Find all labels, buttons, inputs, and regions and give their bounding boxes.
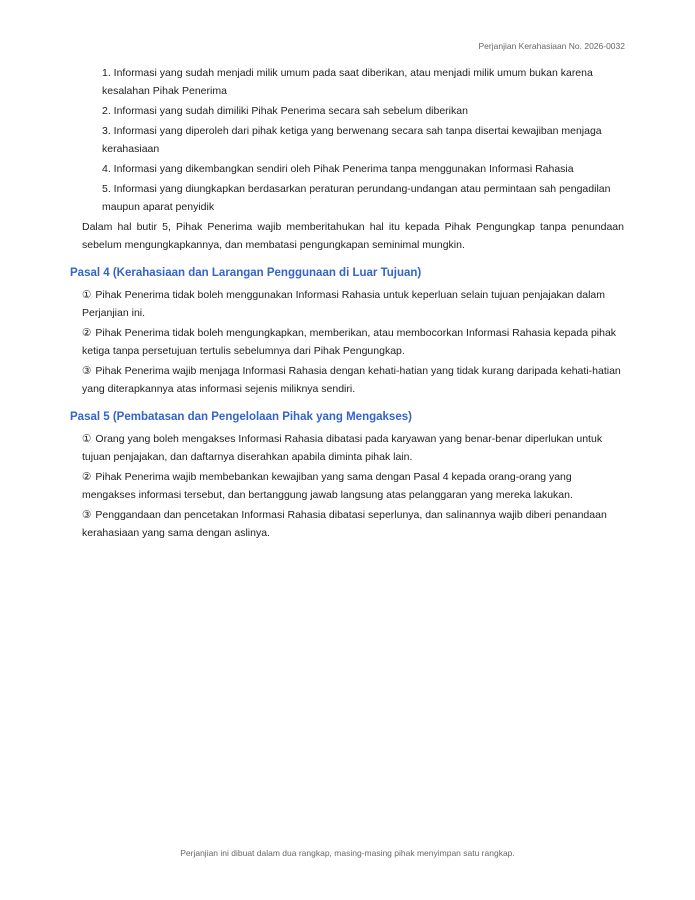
clause-number: ② <box>82 471 92 483</box>
clause-number: ① <box>82 289 92 301</box>
clause <box>82 362 624 398</box>
section-title-pasal-5: Pasal 5 (Pembatasan dan Pengelolaan Pihak yang Mengakses) <box>70 411 412 423</box>
list-item: 5. Informasi yang diungkapkan berdasarkan peraturan perundang-undangan atau permintaan sah pengadilan maupun aparat penyidik <box>102 183 611 213</box>
clause <box>82 430 624 466</box>
clause-text: Orang yang boleh mengakses Informasi Rahasia dibatasi pada karyawan yang benar-benar diperlukan untuk tujuan penjajakan, dan daftarnya diserahkan apabila diminta pihak lain. <box>82 433 603 463</box>
clause-number: ② <box>82 327 92 339</box>
list-item: 1. Informasi yang sudah menjadi milik umum pada saat diberikan, atau menjadi milik umum bukan karena kesalahan Pihak Penerima <box>102 67 593 97</box>
clause <box>82 286 624 322</box>
page-footer: Perjanjian ini dibuat dalam dua rangkap, masing-masing pihak menyimpan satu rangkap. <box>180 848 515 858</box>
clause-number: ③ <box>82 365 92 377</box>
exception-note: Dalam hal butir 5, Pihak Penerima wajib memberitahukan hal itu kepada Pihak Pengungkap tanpa penundaan sebelum mengungkapkannya, dan membatasi pengungkapan seminimal mungkin. <box>82 221 624 251</box>
clause-text: Pihak Penerima wajib membebankan kewajiban yang sama dengan Pasal 4 kepada orang-orang yang mengakses informasi tersebut, dan bertanggung jawab langsung atas pelanggaran yang mereka lakukan. <box>82 471 573 501</box>
exception-list <box>82 64 624 216</box>
list-item: 4. Informasi yang dikembangkan sendiri oleh Pihak Penerima tanpa menggunakan Informasi Rahasia <box>102 163 574 175</box>
clause-text: Pihak Penerima tidak boleh menggunakan Informasi Rahasia untuk keperluan selain tujuan penjajakan dalam Perjanjian ini. <box>82 289 605 319</box>
clause-text: Penggandaan dan pencetakan Informasi Rahasia dibatasi seperlunya, dan salinannya wajib diberi penandaan kerahasiaan yang sama dengan aslinya. <box>82 509 607 539</box>
clause-number: ③ <box>82 509 92 521</box>
clause <box>82 468 624 504</box>
clause-number: ① <box>82 433 92 445</box>
clause-text: Pihak Penerima wajib menjaga Informasi Rahasia dengan kehati-hatian yang tidak kurang daripada kehati-hatian yang diterapkannya atas informasi sejenis miliknya sendiri. <box>82 365 621 395</box>
document-body <box>70 64 624 544</box>
page-header: Perjanjian Kerahasiaan No. 2026-0032 <box>478 41 625 51</box>
list-item: 3. Informasi yang diperoleh dari pihak ketiga yang berwenang secara sah tanpa disertai kewajiban menjaga kerahasiaan <box>102 125 602 155</box>
section-title-pasal-4: Pasal 4 (Kerahasiaan dan Larangan Penggunaan di Luar Tujuan) <box>70 267 422 279</box>
list-item: 2. Informasi yang sudah dimiliki Pihak Penerima secara sah sebelum diberikan <box>102 105 468 117</box>
clause-text: Pihak Penerima tidak boleh mengungkapkan, memberikan, atau membocorkan Informasi Rahasia kepada pihak ketiga tanpa persetujuan tertulis sebelumnya dari Pihak Pengungkap. <box>82 327 617 357</box>
clause <box>82 506 624 542</box>
clause <box>82 324 624 360</box>
